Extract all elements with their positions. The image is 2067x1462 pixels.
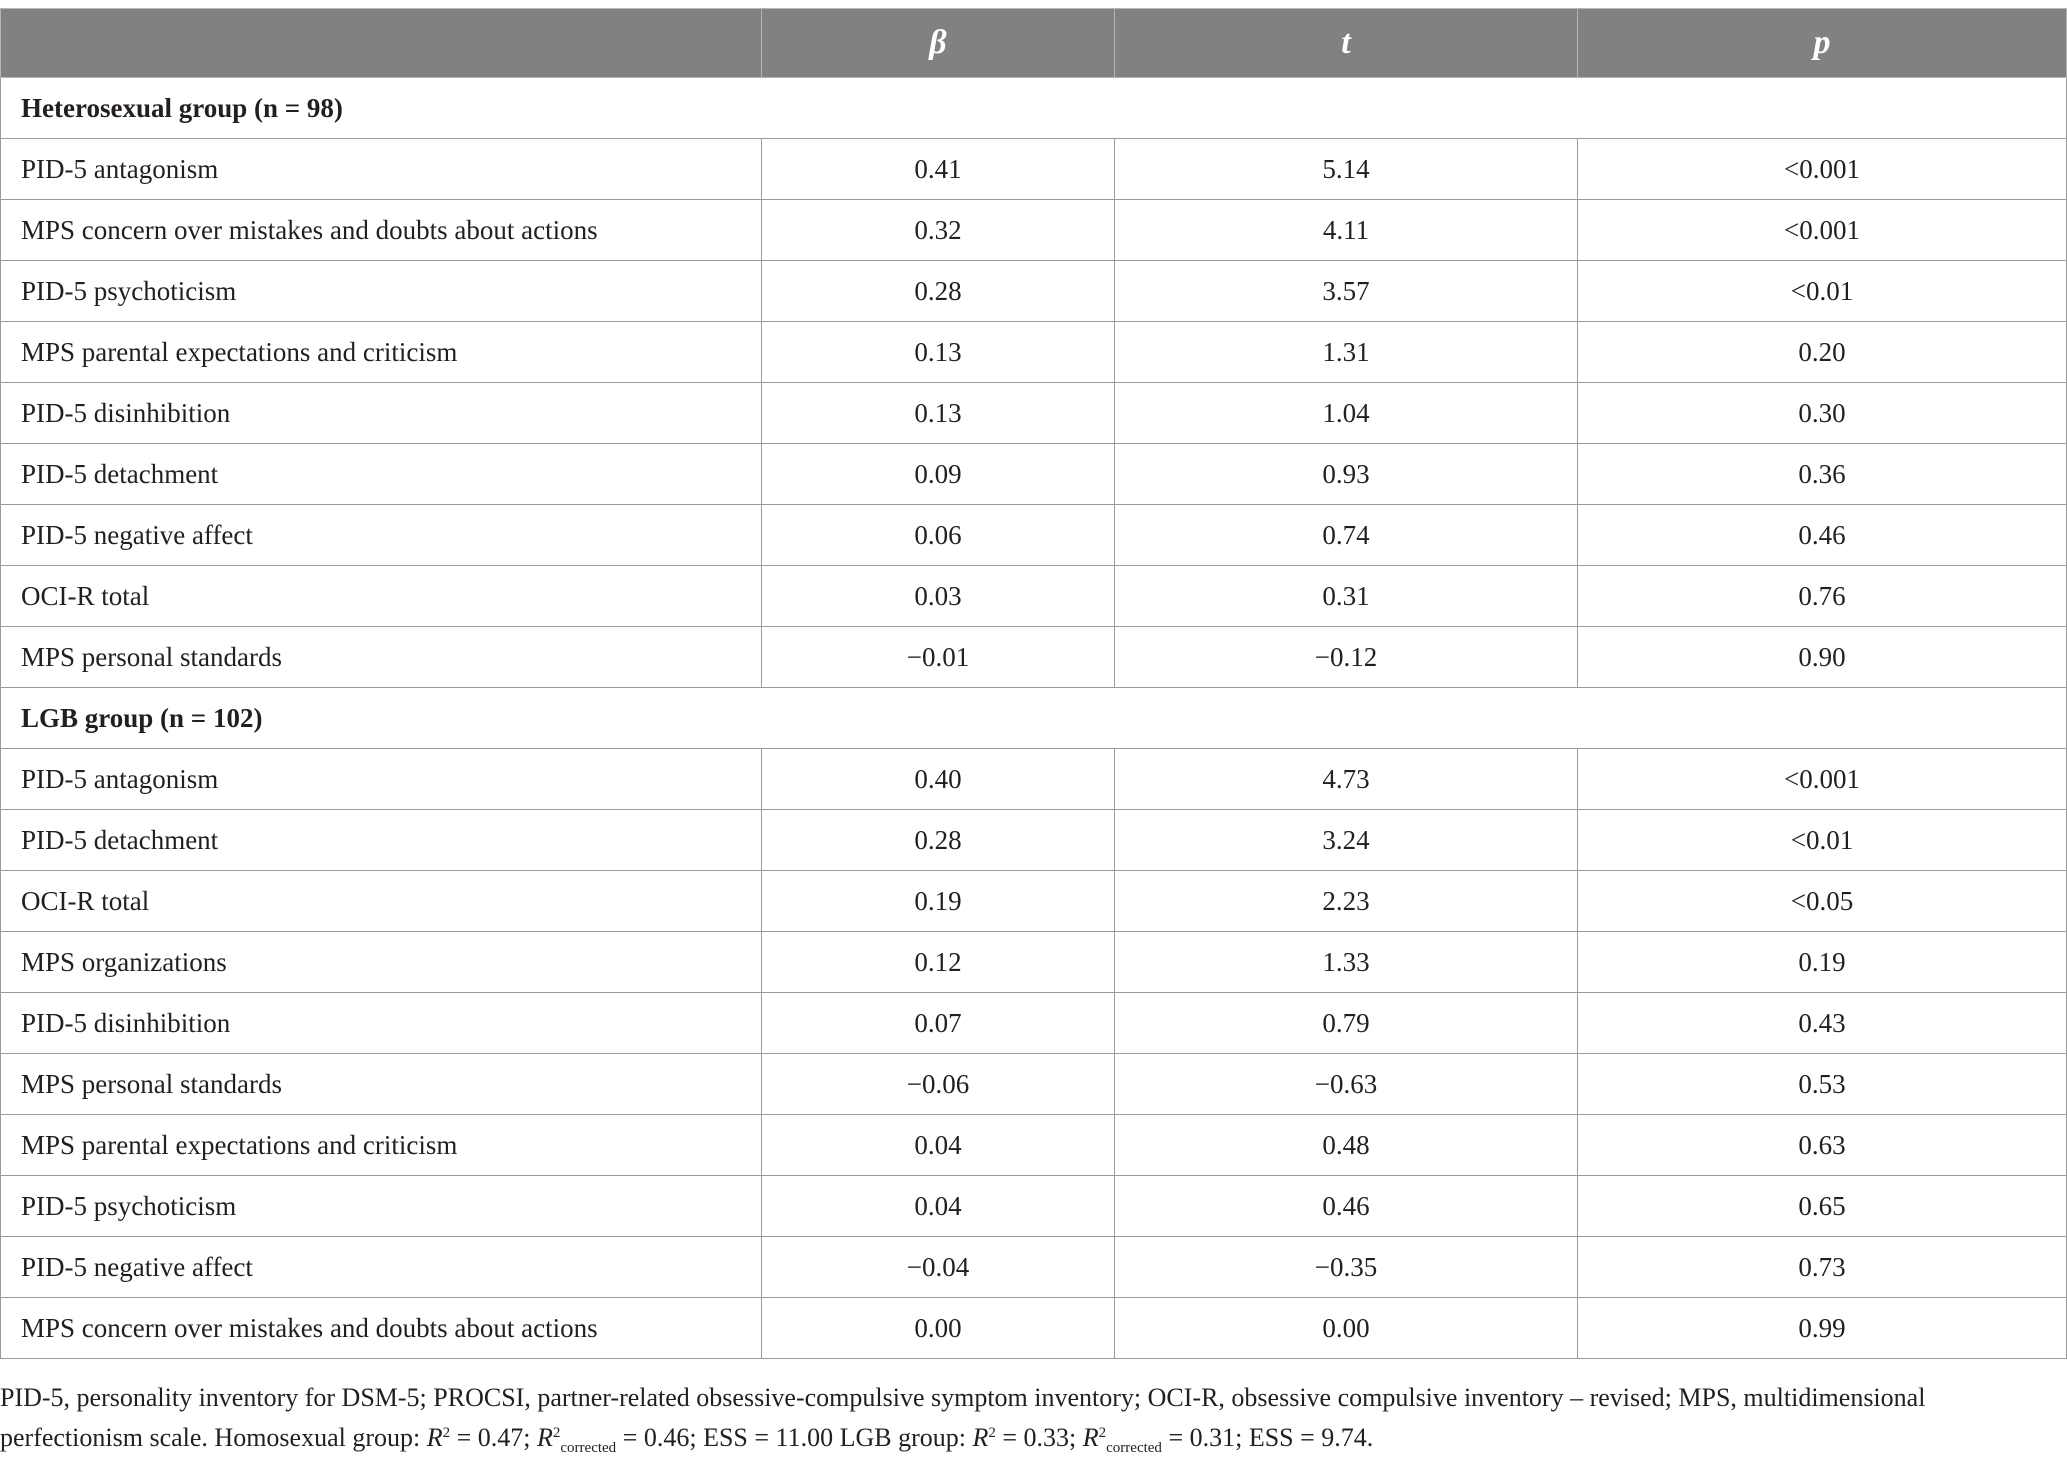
table-row bbox=[1, 871, 2067, 932]
predictor-cell: MPS concern over mistakes and doubts about actions bbox=[1, 1298, 762, 1359]
table-row bbox=[1, 1237, 2067, 1298]
beta-cell: 0.32 bbox=[762, 200, 1115, 261]
beta-cell: 0.03 bbox=[762, 566, 1115, 627]
p-cell: 0.99 bbox=[1578, 1298, 2067, 1359]
table-row bbox=[1, 1054, 2067, 1115]
t-cell: 0.31 bbox=[1115, 566, 1578, 627]
p-cell: 0.63 bbox=[1578, 1115, 2067, 1176]
table-row bbox=[1, 383, 2067, 444]
p-cell: 0.46 bbox=[1578, 505, 2067, 566]
table-row bbox=[1, 139, 2067, 200]
t-cell: 0.74 bbox=[1115, 505, 1578, 566]
t-cell: 2.23 bbox=[1115, 871, 1578, 932]
lgb-r2-value: = 0.33; bbox=[995, 1423, 1083, 1452]
predictor-cell: PID-5 antagonism bbox=[1, 139, 762, 200]
p-cell: <0.001 bbox=[1578, 749, 2067, 810]
p-cell: 0.36 bbox=[1578, 444, 2067, 505]
t-cell: 1.33 bbox=[1115, 932, 1578, 993]
beta-cell: 0.00 bbox=[762, 1298, 1115, 1359]
predictor-cell: PID-5 negative affect bbox=[1, 1237, 762, 1298]
t-cell: 0.46 bbox=[1115, 1176, 1578, 1237]
beta-cell: 0.40 bbox=[762, 749, 1115, 810]
homosexual-r2-corrected-value: = 0.46; ESS = 11.00 LGB group: bbox=[616, 1423, 973, 1452]
lgb-r2-corrected-symbol: R bbox=[1082, 1423, 1099, 1452]
p-cell: 0.73 bbox=[1578, 1237, 2067, 1298]
beta-cell: 0.04 bbox=[762, 1115, 1115, 1176]
p-cell: 0.30 bbox=[1578, 383, 2067, 444]
table-row bbox=[1, 627, 2067, 688]
t-cell: 4.11 bbox=[1115, 200, 1578, 261]
r2-corrected-subscript: corrected bbox=[560, 1440, 617, 1456]
t-cell: 5.14 bbox=[1115, 139, 1578, 200]
p-cell: <0.001 bbox=[1578, 200, 2067, 261]
predictor-cell: MPS concern over mistakes and doubts about actions bbox=[1, 200, 762, 261]
table-row bbox=[1, 444, 2067, 505]
predictor-cell: PID-5 disinhibition bbox=[1, 383, 762, 444]
t-cell: −0.12 bbox=[1115, 627, 1578, 688]
table-row bbox=[1, 932, 2067, 993]
beta-cell: −0.04 bbox=[762, 1237, 1115, 1298]
p-cell: 0.53 bbox=[1578, 1054, 2067, 1115]
beta-cell: 0.06 bbox=[762, 505, 1115, 566]
t-cell: 0.48 bbox=[1115, 1115, 1578, 1176]
beta-cell: 0.07 bbox=[762, 993, 1115, 1054]
homosexual-r2-value: = 0.47; bbox=[450, 1423, 537, 1452]
table-row bbox=[1, 749, 2067, 810]
beta-cell: 0.41 bbox=[762, 139, 1115, 200]
table-row bbox=[1, 322, 2067, 383]
p-cell: 0.76 bbox=[1578, 566, 2067, 627]
lgb-r2-symbol: R bbox=[972, 1423, 989, 1452]
t-cell: 0.79 bbox=[1115, 993, 1578, 1054]
t-cell: 1.31 bbox=[1115, 322, 1578, 383]
group-title: Heterosexual group (n = 98) bbox=[1, 78, 2067, 139]
t-cell: 0.93 bbox=[1115, 444, 1578, 505]
group-header-row bbox=[1, 688, 2067, 749]
predictor-cell: PID-5 antagonism bbox=[1, 749, 762, 810]
beta-cell: 0.09 bbox=[762, 444, 1115, 505]
header-label-cell bbox=[1, 9, 762, 78]
t-cell: 1.04 bbox=[1115, 383, 1578, 444]
t-cell: 3.57 bbox=[1115, 261, 1578, 322]
table-row bbox=[1, 993, 2067, 1054]
r2-symbol: R bbox=[426, 1423, 443, 1452]
group-title: LGB group (n = 102) bbox=[1, 688, 2067, 749]
r2-superscript: 2 bbox=[442, 1425, 451, 1441]
lgb-r2-corrected-value: = 0.31; ESS = 9.74. bbox=[1161, 1423, 1374, 1452]
r2-corrected-symbol: R bbox=[537, 1423, 553, 1452]
table-container bbox=[0, 8, 2067, 1359]
regression-table bbox=[0, 8, 2067, 1359]
p-cell: <0.01 bbox=[1578, 810, 2067, 871]
table-row bbox=[1, 1176, 2067, 1237]
predictor-cell: MPS parental expectations and criticism bbox=[1, 1115, 762, 1176]
table-row bbox=[1, 1298, 2067, 1359]
header-p: p bbox=[1578, 9, 2067, 78]
footnote-abbreviations: PID-5, personality inventory for DSM-5; PROCSI, partner-related obsessive-compulsive symptom inventory; OCI-R, obsessive compulsive inventory – revised; MPS, multidimensional perfectionism scale. Homosexual group: bbox=[0, 1383, 1926, 1452]
beta-cell: 0.19 bbox=[762, 871, 1115, 932]
beta-cell: −0.06 bbox=[762, 1054, 1115, 1115]
predictor-cell: OCI-R total bbox=[1, 566, 762, 627]
beta-cell: −0.01 bbox=[762, 627, 1115, 688]
p-cell: 0.90 bbox=[1578, 627, 2067, 688]
predictor-cell: OCI-R total bbox=[1, 871, 762, 932]
t-cell: 0.00 bbox=[1115, 1298, 1578, 1359]
p-cell: 0.43 bbox=[1578, 993, 2067, 1054]
header-beta: β bbox=[762, 9, 1115, 78]
beta-cell: 0.28 bbox=[762, 261, 1115, 322]
t-cell: −0.63 bbox=[1115, 1054, 1578, 1115]
predictor-cell: MPS personal standards bbox=[1, 1054, 762, 1115]
predictor-cell: PID-5 negative affect bbox=[1, 505, 762, 566]
predictor-cell: PID-5 detachment bbox=[1, 810, 762, 871]
p-cell: 0.65 bbox=[1578, 1176, 2067, 1237]
predictor-cell: MPS personal standards bbox=[1, 627, 762, 688]
header-t: t bbox=[1115, 9, 1578, 78]
beta-cell: 0.04 bbox=[762, 1176, 1115, 1237]
lgb-r2-corrected-subscript: corrected bbox=[1106, 1440, 1162, 1456]
lgb-r2-corrected-superscript: 2 bbox=[1098, 1425, 1107, 1441]
p-cell: <0.01 bbox=[1578, 261, 2067, 322]
table-header bbox=[1, 9, 2067, 78]
p-cell: <0.05 bbox=[1578, 871, 2067, 932]
table-row bbox=[1, 200, 2067, 261]
r2-corrected-superscript: 2 bbox=[552, 1425, 561, 1441]
beta-cell: 0.28 bbox=[762, 810, 1115, 871]
table-body bbox=[1, 78, 2067, 1359]
predictor-cell: PID-5 disinhibition bbox=[1, 993, 762, 1054]
p-cell: <0.001 bbox=[1578, 139, 2067, 200]
t-cell: −0.35 bbox=[1115, 1237, 1578, 1298]
predictor-cell: MPS parental expectations and criticism bbox=[1, 322, 762, 383]
beta-cell: 0.13 bbox=[762, 322, 1115, 383]
p-cell: 0.20 bbox=[1578, 322, 2067, 383]
beta-cell: 0.13 bbox=[762, 383, 1115, 444]
table-row bbox=[1, 261, 2067, 322]
beta-cell: 0.12 bbox=[762, 932, 1115, 993]
table-footnote bbox=[0, 1378, 2050, 1458]
p-cell: 0.19 bbox=[1578, 932, 2067, 993]
predictor-cell: PID-5 psychoticism bbox=[1, 1176, 762, 1237]
table-row bbox=[1, 505, 2067, 566]
predictor-cell: MPS organizations bbox=[1, 932, 762, 993]
predictor-cell: PID-5 psychoticism bbox=[1, 261, 762, 322]
table-row bbox=[1, 810, 2067, 871]
t-cell: 3.24 bbox=[1115, 810, 1578, 871]
table-row bbox=[1, 566, 2067, 627]
header-row bbox=[1, 9, 2067, 78]
group-header-row bbox=[1, 78, 2067, 139]
lgb-r2-superscript: 2 bbox=[988, 1425, 996, 1441]
table-row bbox=[1, 1115, 2067, 1176]
predictor-cell: PID-5 detachment bbox=[1, 444, 762, 505]
t-cell: 4.73 bbox=[1115, 749, 1578, 810]
